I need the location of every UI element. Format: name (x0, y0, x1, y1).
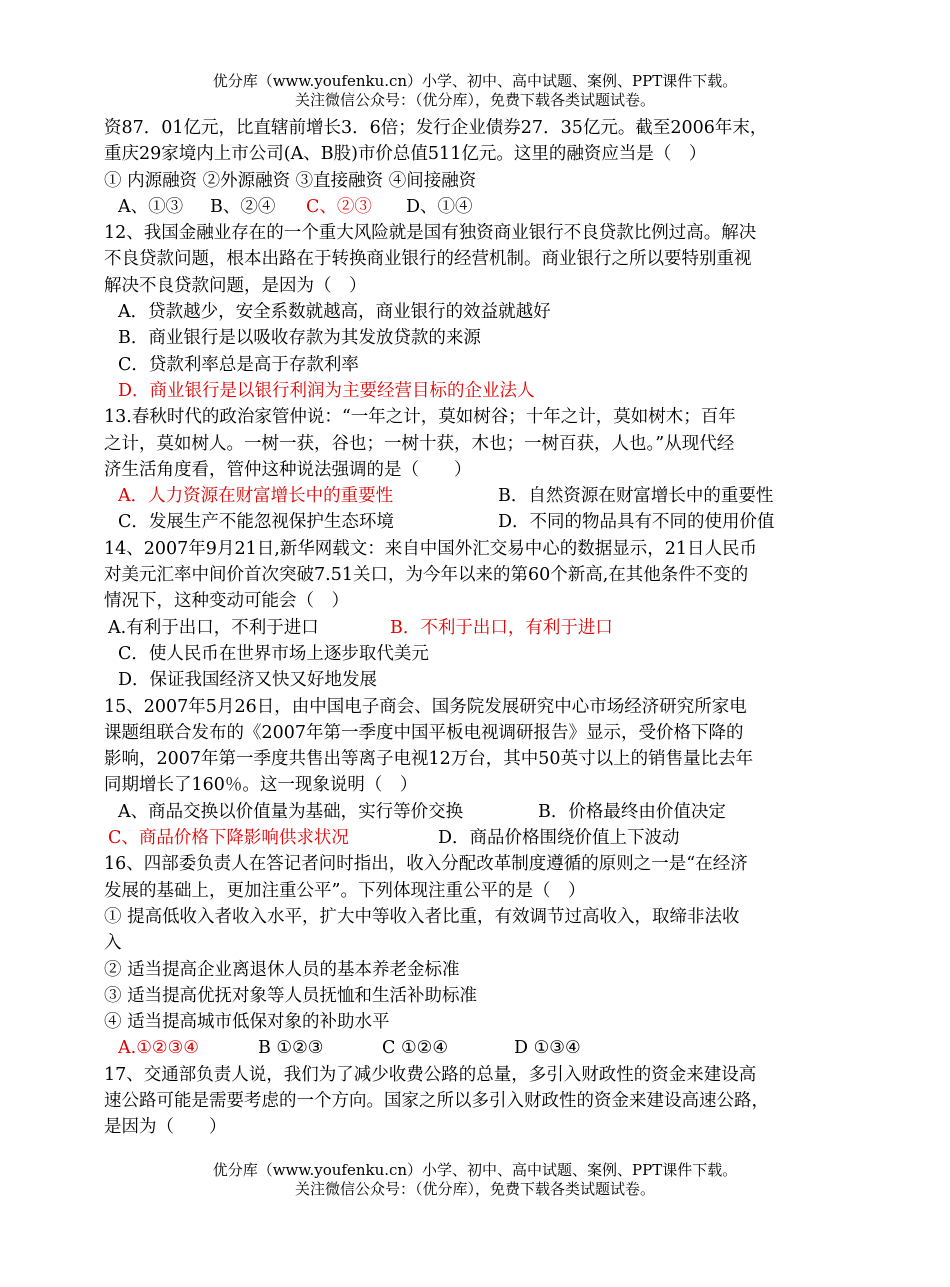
q16-item-4: ④ 适当提高城市低保对象的补助水平 (104, 1012, 390, 1033)
q14-text-1: 14、2007年9月21日,新华网载文：来自中国外汇交易中心的数据显示，21日人民币 (104, 538, 758, 559)
q11-option-c-answer: C、②③ (306, 196, 372, 217)
q12-option-d-answer: D．商业银行是以银行利润为主要经营目标的企业法人 (118, 380, 535, 401)
q15-option-b: B．价格最终由价值决定 (538, 801, 726, 822)
header-line-1: 优分库（www.youfenku.cn）小学、初中、高中试题、案例、PPT课件下载。 (212, 72, 738, 90)
q12-text-1: 12、我国金融业存在的一个重大风险就是国有独资商业银行不良贷款比例过高。解决 (104, 223, 757, 244)
q12-text-3: 解决不良贷款问题，是因为（ ） (104, 275, 367, 296)
q12-option-a: A．贷款越少，安全系数就越高，商业银行的效益就越好 (118, 302, 551, 323)
q14-option-c: C．使人民币在世界市场上逐步取代美元 (118, 643, 429, 664)
q16-option-a-answer: A.①②③④ (118, 1038, 199, 1059)
q11-items: ① 内源融资 ②外源融资 ③直接融资 ④间接融资 (104, 170, 477, 191)
q13-text-1: 13.春秋时代的政治家管仲说：“一年之计，莫如树谷；十年之计，莫如树木；百年 (104, 407, 736, 428)
q12-option-b: B．商业银行是以吸收存款为其发放贷款的来源 (118, 328, 481, 349)
q13-text-2: 之计，莫如树人。一树一获，谷也；一树十获，木也；一树百获，人也。”从现代经 (104, 433, 735, 454)
q15-options-row-1 (104, 799, 864, 825)
q15-text-3: 影响，2007年第一季度共售出等离子电视12万台，其中50英寸以上的销售量比去年 (104, 749, 754, 770)
q15-options-row-2 (104, 825, 864, 851)
footer-line-1: 优分库（www.youfenku.cn）小学、初中、高中试题、案例、PPT课件下载。 (212, 1161, 738, 1179)
q15-text-1: 15、2007年5月26日，由中国电子商会、国务院发展研究中心市场经济研究所家电 (104, 696, 747, 717)
q16-item-1-cont: 入 (104, 933, 122, 954)
q12-text-2: 不良贷款问题，根本出路在于转换商业银行的经营机制。商业银行之所以要特别重视 (104, 249, 752, 270)
q11-option-b: B、②④ (210, 196, 276, 217)
q13-option-d: D．不同的物品具有不同的使用价值 (498, 512, 775, 533)
q12-option-c: C．贷款利率总是高于存款利率 (118, 354, 359, 375)
q11-option-a: A、①③ (118, 196, 184, 217)
q16-text-2: 发展的基础上，更加注重公平”。下列体现注重公平的是（ ） (104, 880, 586, 901)
q14-options-row-1 (104, 615, 864, 641)
footer-line-2: 关注微信公众号：（优分库），免费下载各类试题试卷。 (294, 1180, 655, 1198)
q11-option-d: D、①④ (406, 196, 473, 217)
q16-option-b: B ①②③ (258, 1038, 324, 1059)
q13-options-row-2 (104, 509, 864, 535)
q15-option-c-answer: C、商品价格下降影响供求状况 (108, 828, 349, 849)
q15-text-4: 同期增长了160％。这一现象说明（ ） (104, 775, 418, 796)
q15-option-d: D．商品价格围绕价值上下波动 (438, 828, 680, 849)
q17-text-3: 是因为（ ） (104, 1117, 227, 1138)
q13-options-row-1 (104, 483, 864, 509)
q17-text-1: 17、交通部负责人说，我们为了减少收费公路的总量，多引入财政性的资金来建设高 (104, 1064, 757, 1085)
q16-item-2: ② 适当提高企业离退休人员的基本养老金标准 (104, 959, 460, 980)
q16-item-1: ① 提高低收入者收入水平，扩大中等收入者比重，有效调节过高收入，取缔非法收 (104, 906, 740, 927)
header-line-2: 关注微信公众号：（优分库），免费下载各类试题试卷。 (294, 91, 655, 109)
q16-option-c: C ①②④ (382, 1038, 449, 1059)
q16-item-3: ③ 适当提高优抚对象等人员抚恤和生活补助标准 (104, 985, 478, 1006)
q17-text-2: 速公路可能是需要考虑的一个方向。国家之所以多引入财政性的资金来建设高速公路， (104, 1090, 769, 1111)
question-body (104, 115, 864, 1141)
q13-text-3: 济生活角度看，管仲这种说法强调的是（ ） (104, 459, 472, 480)
q14-text-2: 对美元汇率中间价首次突破7.51关口，为今年以来的第60个新高,在其他条件不变的 (104, 565, 749, 586)
q15-text-2: 课题组联合发布的《2007年第一季度中国平板电视调研报告》显示，受价格下降的 (104, 722, 744, 743)
q11-text-1: 资87．01亿元，比直辖前增长3．6倍；发行企业债券27．35亿元。截至2006年末， (104, 118, 768, 138)
q13-option-b: B．自然资源在财富增长中的重要性 (498, 486, 774, 507)
q14-option-a: A.有利于出口，不利于进口 (108, 617, 319, 638)
q13-option-a-answer: A．人力资源在财富增长中的重要性 (118, 486, 394, 507)
q11-options (104, 194, 864, 220)
q11-text-2: 重庆29家境内上市公司(A、B股)市价总值511亿元。这里的融资应当是（ ） (104, 144, 707, 165)
q14-option-b-answer: B．不利于出口，有利于进口 (390, 617, 613, 638)
q14-text-3: 情况下，这种变动可能会（ ） (104, 591, 349, 612)
q15-option-a: A、商品交换以价值量为基础，实行等价交换 (118, 801, 464, 822)
q13-option-c: C．发展生产不能忽视保护生态环境 (118, 512, 394, 533)
q16-text-1: 16、四部委负责人在答记者问时指出，收入分配改革制度遵循的原则之一是“在经济 (104, 854, 748, 875)
q14-option-d: D．保证我国经济又快又好地发展 (118, 670, 378, 691)
q16-option-d: D ①③④ (514, 1038, 581, 1059)
q16-options (104, 1035, 864, 1061)
